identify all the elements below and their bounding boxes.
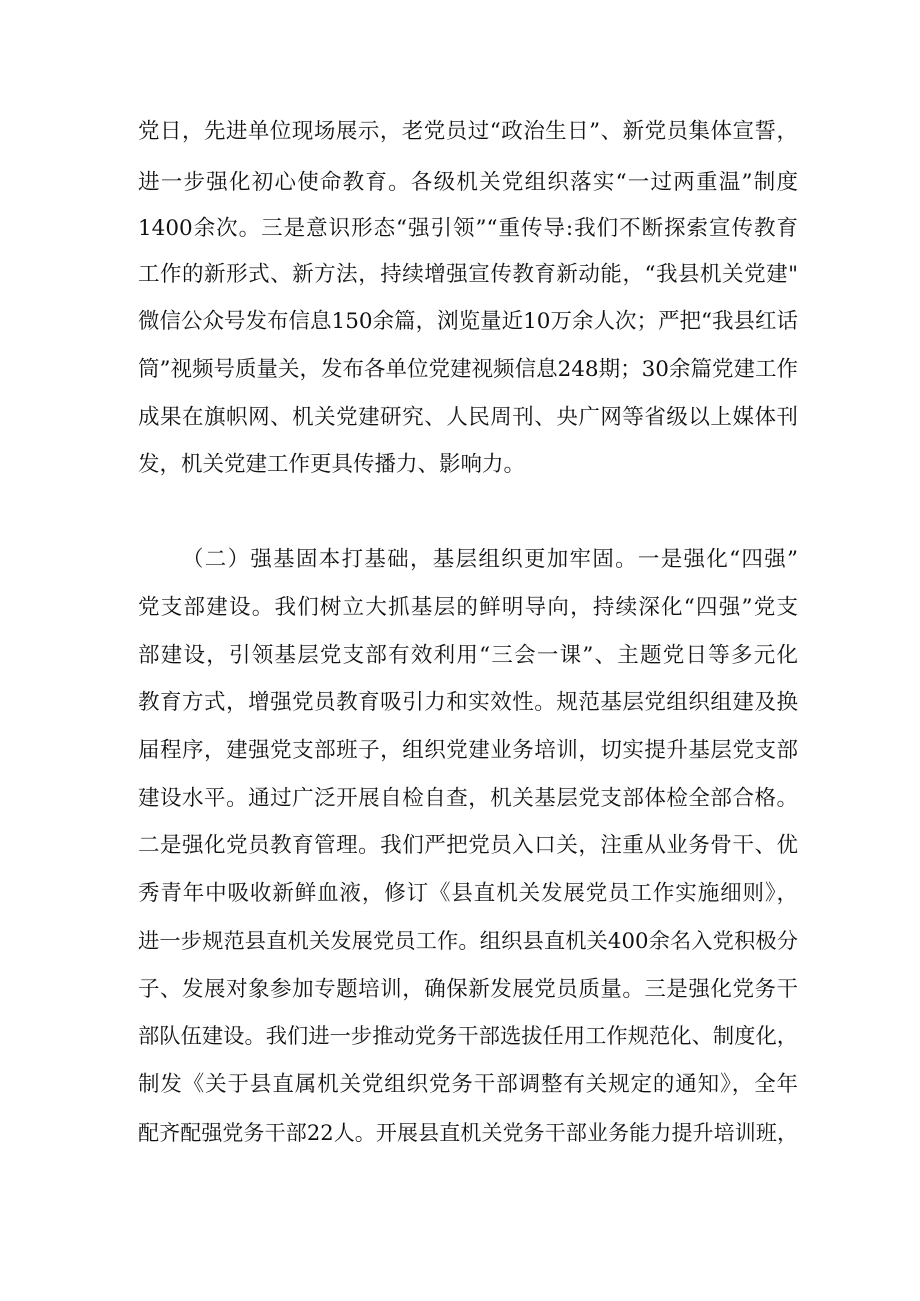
text-line: 二是强化党员教育管理。我们严把党员入口关，注重从业务骨干、优 [138, 833, 798, 858]
text-line: 工作的新形式、新方法，持续增强宣传教育新动能，“我县机关党建" [138, 262, 798, 287]
text-line: 建设水平。通过广泛开展自检自查，机关基层党支部体检全部合格。 [138, 786, 798, 811]
text-line: 成果在旗帜网、机关党建研究、人民周刊、央广网等省级以上媒体刊 [138, 405, 798, 430]
text-line: 秀青年中吸收新鲜血液，修订《县直机关发展党员工作实施细则》， [138, 881, 798, 906]
text-line: 发，机关党建工作更具传播力、影响力。 [138, 452, 526, 477]
text-line: 制发《关于县直属机关党组织党务干部调整有关规定的通知》，全年 [138, 1072, 798, 1097]
text-line: 党日，先进单位现场展示，老党员过“政治生日”、新党员集体宣誓， [138, 119, 798, 144]
text-line: 子、发展对象参加专题培训，确保新发展党员质量。三是强化党务干 [138, 977, 798, 1002]
text-line: 筒”视频号质量关，发布各单位党建视频信息248期；30余篇党建工作 [138, 357, 798, 382]
text-line: 部队伍建设。我们进一步推动党务干部选拔任用工作规范化、制度化， [138, 1024, 798, 1049]
text-line: 部建设，引领基层党支部有效利用“三会一课”、主题党日等多元化 [138, 643, 798, 668]
text-line: 进一步强化初心使命教育。各级机关党组织落实“一过两重温”制度 [138, 170, 798, 195]
text-line: （二）强基固本打基础，基层组织更加牢固。一是强化“四强” [182, 547, 798, 572]
text-line: 1400余次。三是意识形态“强引领”“重传导:我们不断探索宣传教育 [138, 216, 798, 241]
text-line: 配齐配强党务干部22人。开展县直机关党务干部业务能力提升培训班， [138, 1121, 798, 1145]
text-line: 微信公众号发布信息150余篇，浏览量近10万余人次；严把“我县红话 [138, 309, 798, 334]
text-line: 教育方式，增强党员教育吸引力和实效性。规范基层党组织组建及换 [138, 690, 798, 715]
text-line: 进一步规范县直机关发展党员工作。组织县直机关400余名入党积极分 [138, 929, 798, 954]
text-line: 党支部建设。我们树立大抓基层的鲜明导向，持续深化“四强”党支 [138, 595, 798, 620]
text-line: 届程序，建强党支部班子，组织党建业务培训，切实提升基层党支部 [138, 738, 798, 763]
